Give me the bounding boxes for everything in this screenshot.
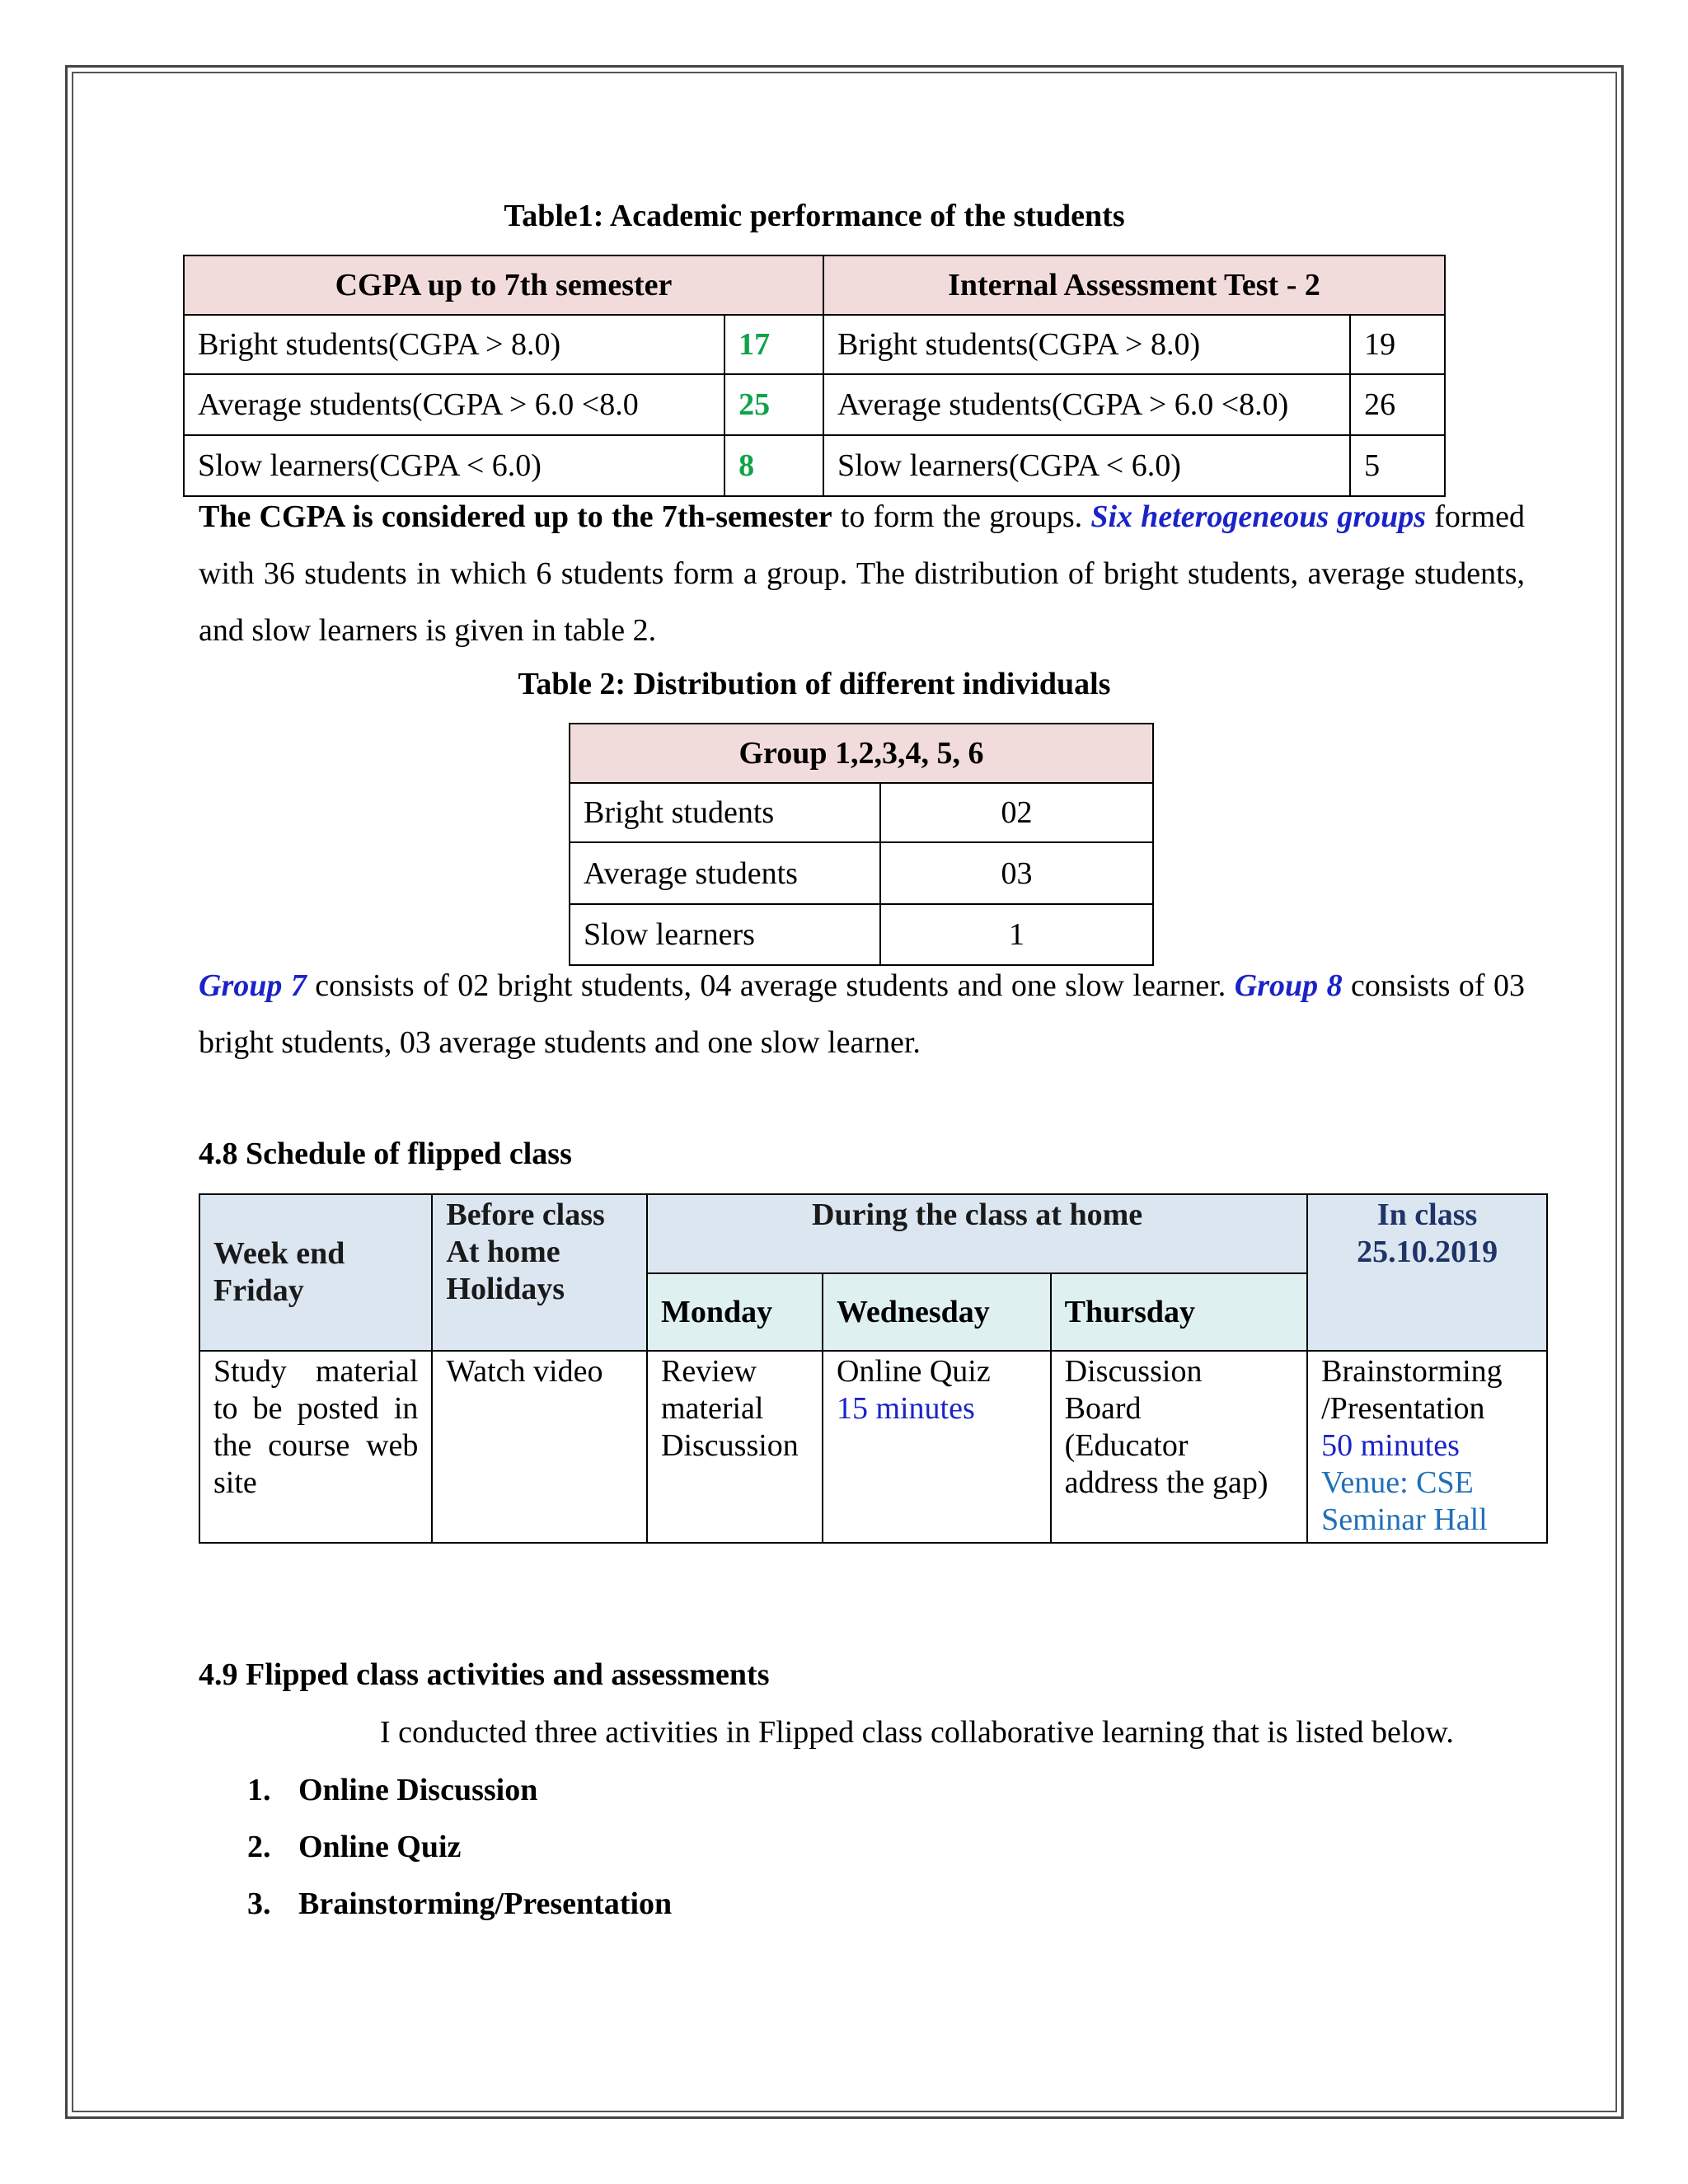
- thursday-l1: Discussion: [1064, 1354, 1203, 1389]
- list-item-text: Online Quiz: [298, 1830, 462, 1864]
- table1-value: 17: [724, 315, 823, 374]
- inclass-l1: Brainstorming: [1321, 1354, 1503, 1389]
- cell-thursday: [1051, 1351, 1307, 1543]
- table2-cell: Bright students: [570, 783, 880, 842]
- header-in-class: [1307, 1194, 1547, 1351]
- list-number: 2.: [247, 1830, 271, 1864]
- table1-value: 8: [724, 435, 823, 496]
- group7-label: Group 7: [199, 968, 307, 1003]
- para1-text: formed with 36 students in which 6 students form a group. The distribution of bright students, average students, and slow learners is given in table 2.: [199, 499, 1526, 648]
- table1-header-iat: Internal Assessment Test - 2: [823, 255, 1445, 315]
- inclass-venue: Venue: CSE: [1321, 1465, 1474, 1500]
- list-item-text: Online Discussion: [298, 1773, 538, 1807]
- table1-header-cgpa: CGPA up to 7th semester: [184, 255, 823, 315]
- section-heading-4-8: 4.8 Schedule of flipped class: [199, 1137, 572, 1171]
- section49-intro: I conducted three activities in Flipped class collaborative learning that is listed below.: [380, 1715, 1454, 1750]
- schedule-table: [199, 1193, 1548, 1544]
- table2-cell: Slow learners: [570, 904, 880, 965]
- section-heading-4-9: 4.9 Flipped class activities and assessments: [199, 1657, 770, 1692]
- list-number: 1.: [247, 1773, 271, 1807]
- paragraph-group7-8: [199, 958, 1525, 1071]
- para1-bold: The CGPA is considered up to the 7th-semester: [199, 499, 832, 534]
- list-item: [247, 1829, 672, 1886]
- table1-value: 19: [1350, 315, 1445, 374]
- thursday-l2: Board: [1064, 1391, 1142, 1426]
- table-row: [184, 374, 1445, 435]
- thursday-l3: (Educator: [1064, 1428, 1189, 1463]
- cell-weekend: Study material to be posted in the course web site: [199, 1351, 432, 1543]
- table-row: [184, 435, 1445, 496]
- inclass-duration: 50 minutes: [1321, 1428, 1460, 1463]
- para2-text: consists of 02 bright students, 04 average students and one slow learner.: [306, 968, 1235, 1003]
- table2-value: 1: [880, 904, 1153, 965]
- para2-text: consists of 03 bright students, 03 average students and one slow learner.: [199, 968, 1525, 1060]
- monday-l3: Discussion: [661, 1428, 799, 1463]
- cell-wednesday: [823, 1351, 1051, 1543]
- table2-cell: Average students: [570, 842, 880, 904]
- table1: [183, 255, 1446, 497]
- list-item: [247, 1886, 672, 1943]
- header-before-l1: Before class: [446, 1197, 605, 1232]
- table2-header: Group 1,2,3,4, 5, 6: [570, 724, 1153, 783]
- table1-value: 5: [1350, 435, 1445, 496]
- table2-value: 03: [880, 842, 1153, 904]
- thursday-l4: address the gap): [1064, 1465, 1268, 1500]
- inclass-l2: /Presentation: [1321, 1391, 1485, 1426]
- header-during-class: During the class at home: [647, 1194, 1307, 1273]
- list-number: 3.: [247, 1886, 271, 1921]
- header-before-class: [432, 1194, 647, 1351]
- list-item: [247, 1772, 672, 1829]
- table1-cell: Average students(CGPA > 6.0 <8.0): [823, 374, 1350, 435]
- table1-value: 26: [1350, 374, 1445, 435]
- header-inclass-l1: In class: [1376, 1197, 1478, 1232]
- table-row: [570, 783, 1153, 842]
- wednesday-l1: Online Quiz: [836, 1354, 991, 1389]
- cell-before: Watch video: [432, 1351, 647, 1543]
- cell-monday: [647, 1351, 823, 1543]
- table2-value: 02: [880, 783, 1153, 842]
- list-item-text: Brainstorming/Presentation: [298, 1886, 673, 1921]
- para1-text: to form the groups.: [832, 499, 1091, 534]
- wednesday-duration: 15 minutes: [836, 1391, 975, 1426]
- table1-cell: Slow learners(CGPA < 6.0): [184, 435, 724, 496]
- header-before-l2: At home: [446, 1235, 560, 1269]
- activities-list: [247, 1772, 672, 1943]
- header-inclass-date: 25.10.2019: [1357, 1235, 1498, 1269]
- table1-cell: Slow learners(CGPA < 6.0): [823, 435, 1350, 496]
- table1-cell: Average students(CGPA > 6.0 <8.0: [184, 374, 724, 435]
- monday-l1: Review: [661, 1354, 757, 1389]
- header-monday: Monday: [647, 1273, 823, 1351]
- table1-caption: Table1: Academic performance of the students: [504, 199, 1125, 233]
- header-weekend: [199, 1194, 432, 1351]
- table-row: [199, 1351, 1547, 1543]
- table-row: [570, 904, 1153, 965]
- table2: [569, 723, 1154, 966]
- table2-caption: Table 2: Distribution of different individuals: [518, 667, 1111, 701]
- table1-cell: Bright students(CGPA > 8.0): [823, 315, 1350, 374]
- table-row: [570, 842, 1153, 904]
- para1-highlight: Six heterogeneous groups: [1090, 499, 1427, 534]
- group8-label: Group 8: [1234, 968, 1343, 1003]
- monday-l2: material: [661, 1391, 764, 1426]
- header-weekend-text: Week end Friday: [213, 1236, 345, 1308]
- header-wednesday: Wednesday: [823, 1273, 1051, 1351]
- inclass-venue-l2: Seminar Hall: [1321, 1502, 1488, 1537]
- paragraph-groups: [199, 489, 1525, 659]
- table-row: [184, 315, 1445, 374]
- header-thursday: Thursday: [1051, 1273, 1307, 1351]
- table1-cell: Bright students(CGPA > 8.0): [184, 315, 724, 374]
- header-before-l3: Holidays: [446, 1272, 565, 1306]
- table1-value: 25: [724, 374, 823, 435]
- cell-inclass: [1307, 1351, 1547, 1543]
